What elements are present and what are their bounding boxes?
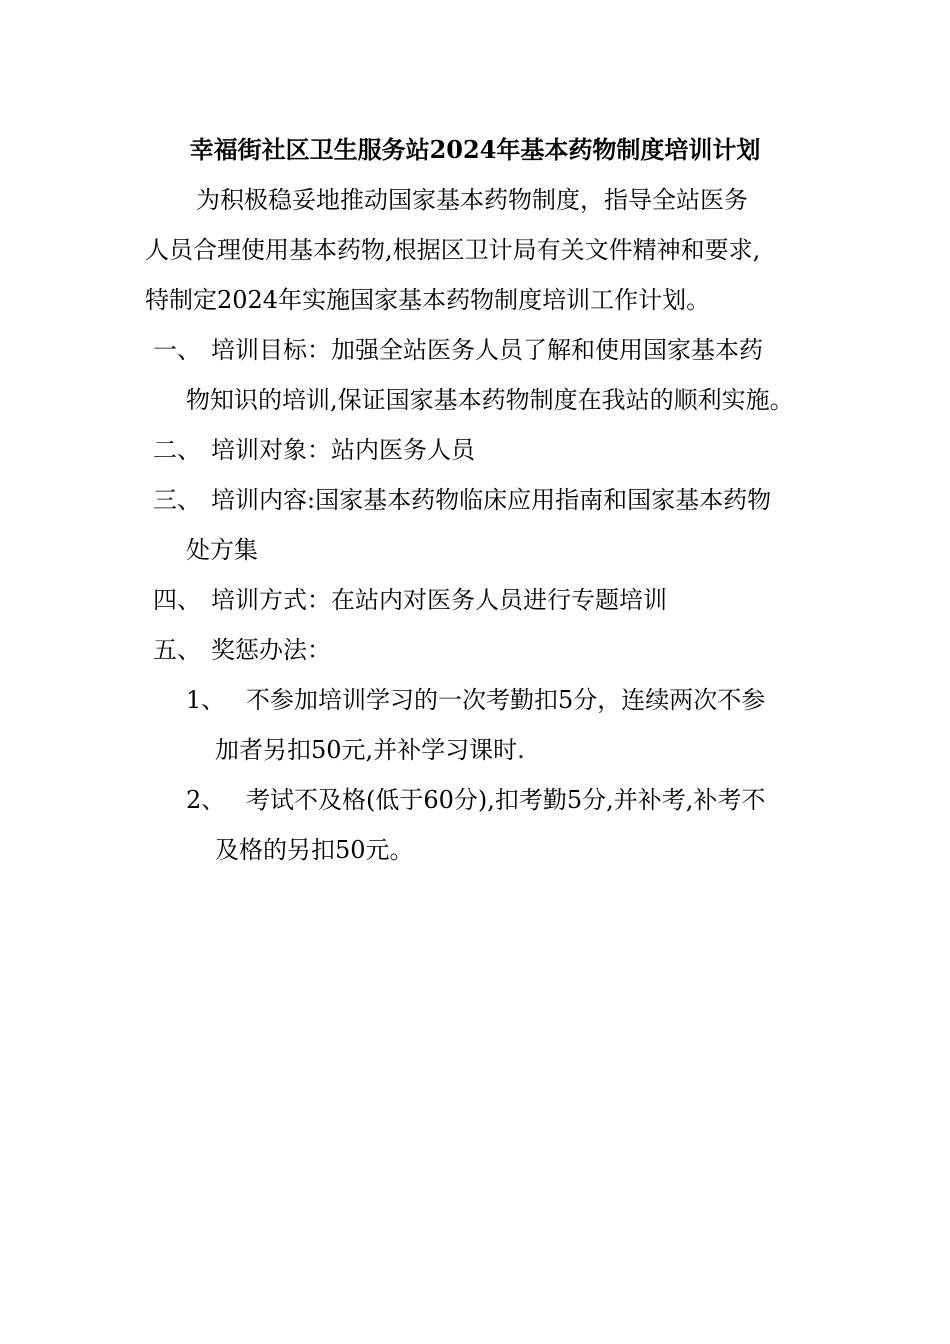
section-3-line-1 <box>153 480 771 520</box>
section-4-number: 四、 <box>153 586 201 614</box>
rule-1-line-1 <box>186 680 765 720</box>
rule-2-line-2: 及格的另扣50元。 <box>215 836 414 864</box>
section-2-text: 培训对象：站内医务人员 <box>211 436 475 464</box>
rule-2-line-1 <box>186 780 765 820</box>
section-3-line-2: 处方集 <box>186 536 258 564</box>
document-title: 幸福街社区卫生服务站2024年基本药物制度培训计划 <box>189 135 761 164</box>
rule-2-number: 2、 <box>186 786 226 814</box>
section-2-line-1 <box>153 430 475 470</box>
section-2-number: 二、 <box>153 436 201 464</box>
rule-1-number: 1、 <box>186 686 226 714</box>
section-4-line-1 <box>153 580 667 620</box>
intro-line-1: 为积极稳妥地推动国家基本药物制度，指导全站医务 <box>196 186 748 214</box>
section-5-line-1 <box>153 630 331 670</box>
intro-line-3: 特制定2024年实施国家基本药物制度培训工作计划。 <box>145 286 711 314</box>
section-5-number: 五、 <box>153 636 201 664</box>
section-1-line-2: 物知识的培训,保证国家基本药物制度在我站的顺利实施。 <box>186 386 794 414</box>
section-3-number: 三、 <box>153 486 201 514</box>
rule-1-text: 不参加培训学习的一次考勤扣5分，连续两次不参 <box>246 686 766 714</box>
intro-line-2: 人员合理使用基本药物,根据区卫计局有关文件精神和要求, <box>145 236 761 264</box>
section-4-text: 培训方式：在站内对医务人员进行专题培训 <box>211 586 667 614</box>
rule-1-line-2: 加者另扣50元,并补学习课时. <box>215 736 525 764</box>
section-1-line-1 <box>153 330 763 370</box>
section-5-text: 奖惩办法： <box>211 636 331 664</box>
section-1-text: 培训目标：加强全站医务人员了解和使用国家基本药 <box>211 336 763 364</box>
section-3-text: 培训内容:国家基本药物临床应用指南和国家基本药物 <box>211 486 772 514</box>
rule-2-text: 考试不及格(低于60分),扣考勤5分,并补考,补考不 <box>246 786 766 814</box>
section-1-number: 一、 <box>153 336 201 364</box>
